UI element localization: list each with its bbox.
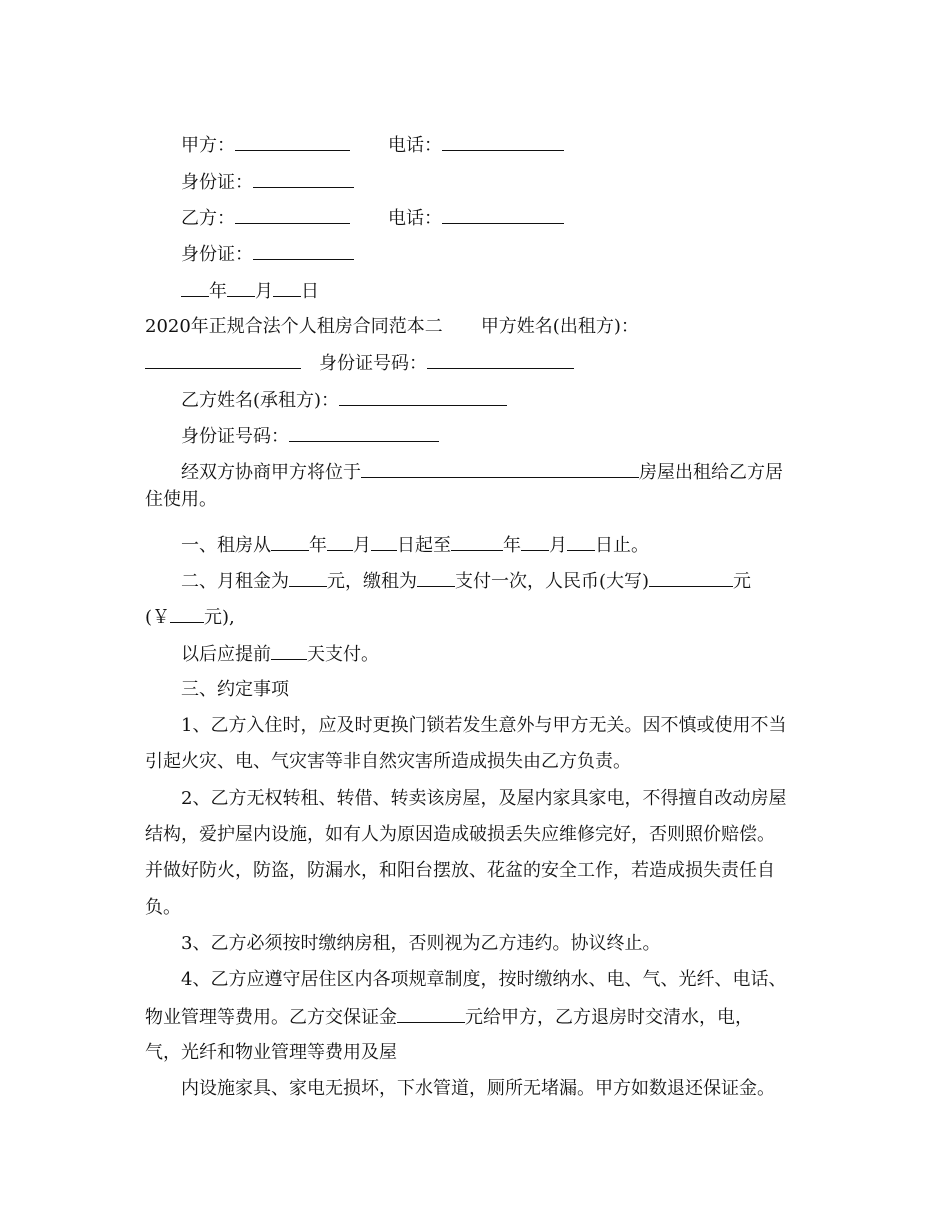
deposit-blank	[397, 1006, 465, 1023]
rent-blank	[289, 570, 327, 587]
term-end: 日止。	[595, 535, 649, 556]
id-b-line	[181, 243, 354, 265]
year-label: 年	[209, 281, 227, 302]
intro-a: 经双方协商甲方将位于	[181, 462, 361, 483]
intro-b: 房屋出租给乙方居	[639, 462, 783, 483]
id-a-label: 身份证：	[181, 172, 253, 193]
item1-line1: 1、乙方入住时，应及时更换门锁若发生意外与甲方无关。因不慎或使用不当	[181, 715, 787, 736]
party-b-line	[181, 207, 564, 229]
item1-line2: 引起火灾、电、气灾害等非自然灾害所造成损失由乙方负责。	[145, 751, 631, 772]
day-label: 日	[301, 281, 319, 302]
address-blank	[361, 461, 639, 478]
lessee-id-line	[181, 425, 439, 447]
id-a-blank	[253, 171, 354, 188]
phone-b-blank	[442, 207, 564, 224]
end-year-blank	[451, 534, 503, 551]
term-prefix: 一、租房从	[181, 535, 271, 556]
advance-prefix: 以后应提前	[181, 644, 271, 665]
phone-b-label: 电话：	[388, 208, 442, 229]
pay-period-blank	[417, 570, 455, 587]
item4-line3: 气，光纤和物业管理等费用及屋	[145, 1042, 397, 1063]
item4-line1: 4、乙方应遵守居住区内各项规章制度，按时缴纳水、电、气、光纤、电话、	[181, 969, 787, 990]
id-b-label: 身份证：	[181, 244, 253, 265]
rent-prefix: 二、月租金为	[181, 571, 289, 592]
lessor-name-label: 甲方姓名(出租方)：	[480, 316, 639, 337]
phone-a-label: 电话：	[388, 135, 442, 156]
advance-line	[181, 643, 379, 665]
party-a-line	[181, 134, 564, 156]
rmb-upper-blank	[649, 570, 733, 587]
advance-days-blank	[271, 643, 307, 660]
rmb-blank	[170, 606, 204, 623]
rmb-close: 元),	[204, 607, 235, 628]
lessor-id-blank	[427, 352, 574, 369]
day-blank	[273, 280, 301, 297]
lessor-name-blank	[145, 352, 301, 369]
lessor-id-label: 身份证号码：	[319, 353, 427, 374]
lessee-id-label: 身份证号码：	[181, 426, 289, 447]
rent-line-2	[145, 606, 235, 628]
item4-line2	[145, 1006, 753, 1028]
rent-pay: 支付一次，人民币(大写)	[455, 571, 650, 592]
lessee-name-line	[181, 389, 507, 411]
term-month: 月	[353, 535, 371, 556]
term-from: 日起至	[397, 535, 451, 556]
party-a-label: 甲方：	[181, 135, 235, 156]
lessee-name-label: 乙方姓名(承租方)：	[181, 390, 340, 411]
item2-line1: 2、乙方无权转租、转借、转卖该房屋，及屋内家具家电，不得擅自改动房屋	[181, 788, 787, 809]
lessor-id-line	[145, 352, 574, 374]
intro-line	[181, 461, 783, 483]
intro-line-2: 住使用。	[145, 489, 217, 510]
item3-line: 3、乙方必须按时缴纳房租，否则视为乙方违约。协议终止。	[181, 933, 661, 954]
year-blank	[181, 280, 209, 297]
lessee-id-blank	[289, 425, 439, 442]
start-year-blank	[271, 534, 309, 551]
rent-yuan: 元，缴租为	[327, 571, 417, 592]
lessee-name-blank	[339, 389, 507, 406]
start-month-blank	[327, 534, 353, 551]
rmb-open: (￥	[145, 607, 171, 628]
party-b-blank	[235, 207, 350, 224]
item2-line4: 负。	[145, 897, 181, 918]
term-year2: 年	[503, 535, 521, 556]
id-a-line	[181, 171, 354, 193]
advance-suffix: 天支付。	[307, 644, 379, 665]
title-line	[145, 316, 639, 338]
end-day-blank	[567, 534, 595, 551]
section-3-heading: 三、约定事项	[181, 679, 289, 700]
party-b-label: 乙方：	[181, 208, 235, 229]
item2-line2: 结构，爱护屋内设施，如有人为原因造成破损丢失应维修完好，否则照价赔偿。	[145, 824, 775, 845]
id-b-blank	[253, 243, 354, 260]
month-blank	[227, 280, 255, 297]
term-line	[181, 534, 649, 556]
item2-line3: 并做好防火，防盗，防漏水，和阳台摆放、花盆的安全工作，若造成损失责任自	[145, 860, 775, 881]
end-month-blank	[521, 534, 549, 551]
contract-title: 2020年正规合法个人租房合同范本二	[145, 316, 443, 337]
item4-line2-b: 元给甲方，乙方退房时交清水，电，	[465, 1007, 753, 1028]
rent-line	[181, 570, 751, 592]
rent-yuan2: 元	[733, 571, 752, 592]
date-line	[181, 280, 319, 302]
start-day-blank	[371, 534, 397, 551]
phone-a-blank	[442, 134, 564, 151]
term-month2: 月	[549, 535, 567, 556]
month-label: 月	[255, 281, 273, 302]
party-a-blank	[235, 134, 350, 151]
term-year: 年	[309, 535, 327, 556]
item4-line2-a: 物业管理等费用。乙方交保证金	[145, 1007, 397, 1028]
item4-line4: 内设施家具、家电无损坏，下水管道，厕所无堵漏。甲方如数退还保证金。	[181, 1078, 775, 1099]
